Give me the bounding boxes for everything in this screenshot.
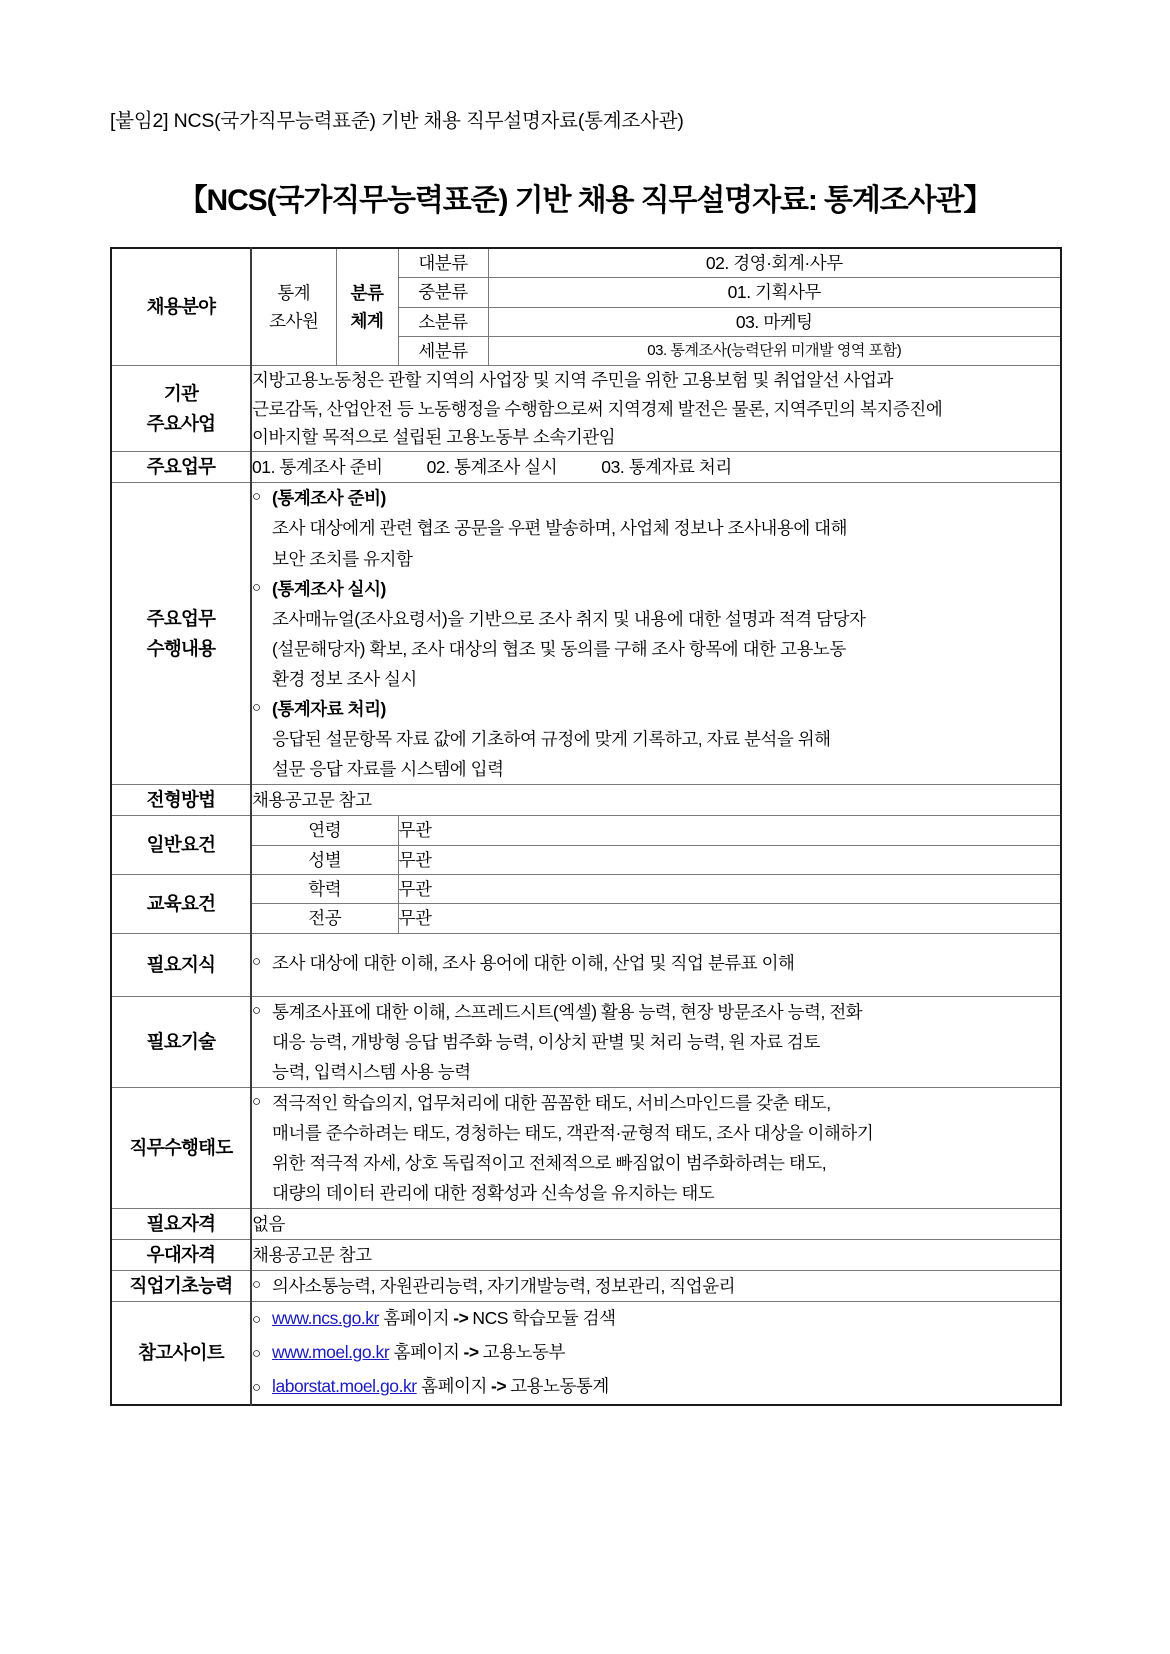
position-name-line1: 통계 — [277, 282, 311, 303]
duty-item-prepare — [252, 483, 1060, 573]
classification-label-detail: 세분류 — [398, 337, 488, 366]
org-business-content — [251, 366, 1061, 452]
table-row-education-level — [111, 874, 1061, 903]
circle-bullet-icon: ○ — [252, 699, 261, 717]
reference-site-item-laborstat — [252, 1370, 1060, 1404]
education-requirement-value-major: 무관 — [398, 904, 1061, 933]
duty-details-label-line2: 수행내용 — [146, 637, 216, 659]
selection-method-value: 채용공고문 참고 — [251, 785, 1061, 816]
org-business-label-line2: 주요사업 — [146, 412, 216, 434]
general-requirement-value-age: 무관 — [398, 816, 1061, 845]
reference-site-mid-moel: 홈페이지 — [393, 1342, 460, 1363]
job-description-table — [110, 247, 1062, 1406]
reference-site-mid-ncs: 홈페이지 — [383, 1308, 450, 1329]
education-requirement-key-level: 학력 — [251, 874, 398, 903]
duty-item-prepare-line1: 조사 대상에게 관련 협조 공문을 우편 발송하며, 사업체 정보나 조사내용에 대해 — [272, 518, 848, 539]
reference-site-dest-moel: 고용노동부 — [482, 1342, 565, 1363]
table-row-required-skills — [111, 996, 1061, 1087]
duty-item-conduct-title: (통계조사 실시) — [272, 578, 386, 599]
table-row-recruit-field-daebunryu — [111, 248, 1061, 278]
classification-system-label — [336, 248, 398, 366]
row-label-main-duties: 주요업무 — [111, 452, 251, 483]
table-row-required-certification — [111, 1209, 1061, 1240]
org-business-line-2: 근로감독, 산업안전 등 노동행정을 수행함으로써 지역경제 발전은 물론, 지역주민의 복지증진에 — [252, 398, 943, 419]
arrow-icon: -> — [453, 1308, 469, 1329]
classification-value-major: 02. 경영·회계·사무 — [488, 248, 1061, 278]
classification-value-minor: 03. 마케팅 — [488, 307, 1061, 336]
duty-item-process-title: (통계자료 처리) — [272, 699, 386, 720]
table-row-main-duties — [111, 452, 1061, 483]
duty-item-prepare-title: (통계조사 준비) — [272, 488, 386, 509]
duty-item-conduct-line1: 조사매뉴얼(조사요령서)을 기반으로 조사 취지 및 내용에 대한 설명과 적격 담당자 — [272, 608, 866, 629]
required-knowledge-line-1: 조사 대상에 대한 이해, 조사 용어에 대한 이해, 산업 및 직업 분류표 이해 — [272, 952, 795, 973]
table-row-org-business — [111, 366, 1061, 452]
work-attitude-content — [251, 1088, 1061, 1209]
org-business-line-1: 지방고용노동청은 관할 지역의 사업장 및 지역 주민을 위한 고용보험 및 취업알선 사업과 — [252, 370, 893, 391]
required-skills-content — [251, 996, 1061, 1087]
work-attitude-line-3: 위한 적극적 자세, 상호 독립적이고 전체적으로 빠짐없이 범주화하려는 태도, — [272, 1153, 827, 1174]
table-row-general-gender — [111, 845, 1061, 874]
row-label-reference-sites: 참고사이트 — [111, 1302, 251, 1405]
circle-bullet-icon: ○ — [252, 952, 261, 970]
circle-bullet-icon: ○ — [252, 1001, 261, 1019]
circle-bullet-icon: ○ — [252, 1093, 261, 1111]
row-label-duty-details — [111, 483, 251, 785]
reference-site-dest-ncs: NCS 학습모듈 검색 — [472, 1308, 616, 1329]
general-requirement-key-age: 연령 — [251, 816, 398, 845]
duty-item-conduct-line3: 환경 정보 조사 실시 — [272, 668, 417, 689]
duty-details-label-line1: 주요업무 — [146, 607, 216, 629]
classification-label-minor: 소분류 — [398, 307, 488, 336]
circle-bullet-icon: ○ — [252, 488, 261, 506]
duty-item-conduct — [252, 574, 1060, 694]
classification-value-middle: 01. 기획사무 — [488, 278, 1061, 307]
work-attitude-line-1: 적극적인 학습의지, 업무처리에 대한 꼼꼼한 태도, 서비스마인드를 갖춘 태도, — [272, 1093, 831, 1114]
reference-site-link-ncs[interactable]: www.ncs.go.kr — [272, 1308, 379, 1329]
table-row-general-age — [111, 816, 1061, 845]
classification-label-middle: 중분류 — [398, 278, 488, 307]
attachment-label: [붙임2] NCS(국가직무능력표준) 기반 채용 직무설명자료(통계조사관) — [110, 110, 684, 132]
work-attitude-line-4: 대량의 데이터 관리에 대한 정확성과 신속성을 유지하는 태도 — [272, 1183, 715, 1204]
duty-item-process — [252, 694, 1060, 784]
org-business-line-3: 이바지할 목적으로 설립된 고용노동부 소속기관임 — [252, 427, 616, 448]
table-row-selection-method — [111, 785, 1061, 816]
classification-system-line2: 체계 — [350, 311, 384, 332]
duty-item-process-line2: 설문 응답 자료를 시스템에 입력 — [272, 759, 504, 780]
position-name-cell — [251, 248, 336, 366]
row-label-work-attitude: 직무수행태도 — [111, 1088, 251, 1209]
required-certification-value: 없음 — [251, 1209, 1061, 1240]
preferred-certification-value: 채용공고문 참고 — [251, 1240, 1061, 1271]
reference-site-mid-laborstat: 홈페이지 — [421, 1375, 487, 1396]
row-label-selection-method: 전형방법 — [111, 785, 251, 816]
table-row-preferred-certification — [111, 1240, 1061, 1271]
arrow-icon: -> — [490, 1375, 507, 1396]
reference-site-item-moel — [252, 1336, 1060, 1370]
table-row-basic-competency — [111, 1271, 1061, 1302]
page-title: 【NCS(국가직무능력표준) 기반 채용 직무설명자료: 통계조사관】 — [177, 184, 993, 217]
classification-system-line1: 분류 — [350, 282, 384, 303]
education-requirement-value-level: 무관 — [398, 874, 1061, 903]
reference-sites-content — [251, 1302, 1061, 1405]
required-skills-line-1: 통계조사표에 대한 이해, 스프레드시트(엑셀) 활용 능력, 현장 방문조사 능력, 전화 — [272, 1001, 863, 1022]
basic-competency-value: 의사소통능력, 자원관리능력, 자기개발능력, 정보관리, 직업윤리 — [272, 1276, 736, 1297]
table-row-duty-details — [111, 483, 1061, 785]
duty-item-process-line1: 응답된 설문항목 자료 값에 기초하여 규정에 맞게 기록하고, 자료 분석을 위해 — [272, 729, 831, 750]
position-name-line2: 조사원 — [269, 311, 319, 332]
org-business-label-line1: 기관 — [163, 382, 199, 404]
reference-site-link-moel[interactable]: www.moel.go.kr — [272, 1342, 390, 1363]
general-requirement-value-gender: 무관 — [398, 845, 1061, 874]
table-row-reference-sites — [111, 1302, 1061, 1405]
circle-bullet-icon: ○ — [252, 578, 261, 596]
general-requirement-key-gender: 성별 — [251, 845, 398, 874]
table-row-work-attitude — [111, 1088, 1061, 1209]
table-row-required-knowledge — [111, 933, 1061, 996]
reference-site-dest-laborstat: 고용노동통계 — [510, 1375, 609, 1396]
reference-site-link-laborstat[interactable]: laborstat.moel.go.kr — [272, 1375, 417, 1396]
arrow-icon: -> — [463, 1342, 479, 1363]
main-duties-value: 01. 통계조사 준비 02. 통계조사 실시 03. 통계자료 처리 — [251, 452, 1061, 483]
circle-bullet-icon: ○ — [252, 1276, 261, 1294]
reference-site-item-ncs — [252, 1302, 1060, 1336]
row-label-recruit-field: 채용분야 — [111, 248, 251, 366]
duty-details-content — [251, 483, 1061, 785]
table-row-education-major — [111, 904, 1061, 933]
row-label-org-business — [111, 366, 251, 452]
row-label-preferred-certification: 우대자격 — [111, 1240, 251, 1271]
row-label-required-knowledge: 필요지식 — [111, 933, 251, 996]
row-label-required-skills: 필요기술 — [111, 996, 251, 1087]
row-label-basic-competency: 직업기초능력 — [111, 1271, 251, 1302]
work-attitude-line-2: 매너를 준수하려는 태도, 경청하는 태도, 객관적·균형적 태도, 조사 대상을 이해하기 — [272, 1123, 874, 1144]
required-knowledge-content — [251, 933, 1061, 996]
required-skills-line-2: 대응 능력, 개방형 응답 범주화 능력, 이상치 판별 및 처리 능력, 원 자료 검토 — [272, 1031, 820, 1052]
duty-item-conduct-line2: (설문해당자) 확보, 조사 대상의 협조 및 동의를 구해 조사 항목에 대한 고용노동 — [272, 638, 846, 659]
required-skills-line-3: 능력, 입력시스템 사용 능력 — [272, 1061, 471, 1082]
row-label-general-requirements: 일반요건 — [111, 816, 251, 875]
basic-competency-content — [251, 1271, 1061, 1302]
circle-bullet-icon: ○ — [252, 1378, 261, 1396]
circle-bullet-icon: ○ — [252, 1311, 261, 1329]
duty-item-prepare-line2: 보안 조치를 유지함 — [272, 548, 413, 569]
row-label-required-certification: 필요자격 — [111, 1209, 251, 1240]
education-requirement-key-major: 전공 — [251, 904, 398, 933]
classification-value-detail: 03. 통계조사(능력단위 미개발 영역 포함) — [488, 337, 1061, 366]
classification-label-major: 대분류 — [398, 248, 488, 278]
circle-bullet-icon: ○ — [252, 1345, 261, 1363]
row-label-education-requirements: 교육요건 — [111, 874, 251, 933]
